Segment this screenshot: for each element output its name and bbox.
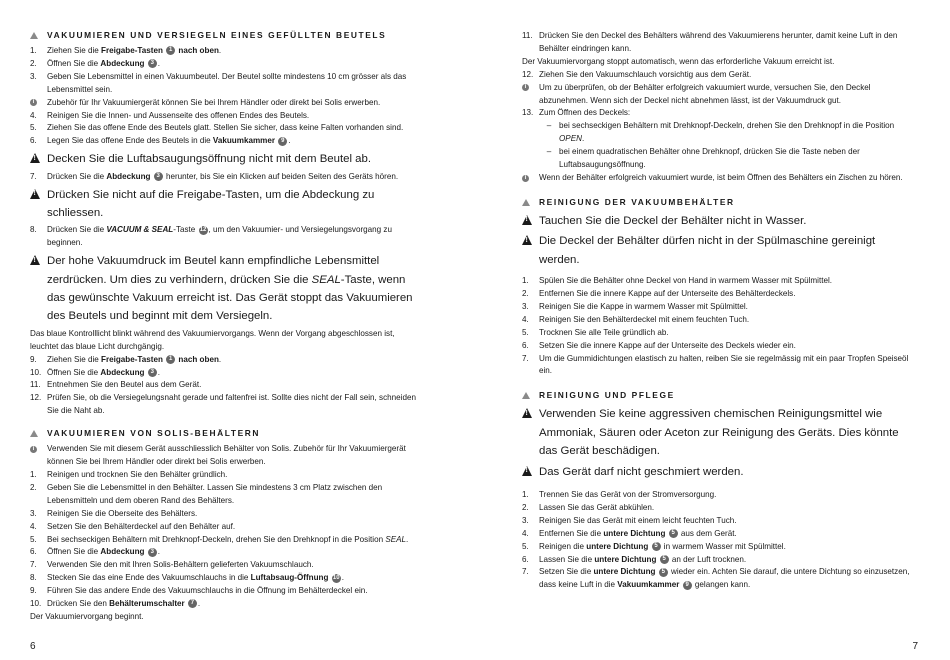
step: 5. Ziehen Sie das offene Ende des Beutels glatt. Stellen Sie sicher, dass keine Falten vorhanden sind. bbox=[30, 123, 404, 133]
step: 9. Ziehen Sie die Freigabe-Tasten 1 nach oben. bbox=[30, 354, 222, 364]
right-column bbox=[522, 30, 910, 592]
part-number-icon: 3 bbox=[148, 368, 157, 377]
part-number-icon: 10 bbox=[332, 574, 340, 581]
part-number-icon: 9 bbox=[278, 137, 287, 146]
part-number-icon: 7 bbox=[188, 599, 197, 608]
triangle-icon bbox=[522, 199, 530, 206]
warning-icon bbox=[522, 466, 532, 476]
step: 4. Setzen Sie den Behälterdeckel auf den Behälter auf. bbox=[30, 521, 236, 531]
part-number-icon: 1 bbox=[166, 355, 175, 364]
step: 12. Ziehen Sie den Vakuumschlauch vorsichtig aus dem Gerät. bbox=[522, 69, 752, 79]
step: 8. Drücken Sie die VACUUM & SEAL-Taste 12 , um den Vakuumier- und Versiegelungsvorgang zu beginnen. bbox=[30, 225, 392, 248]
info-icon: i bbox=[30, 446, 37, 453]
info-note: i Zubehör für Ihr Vakuumiergerät können Sie bei Ihrem Händler oder direkt bei Solis erwerben. bbox=[30, 97, 418, 110]
warning-icon bbox=[522, 235, 532, 245]
step: 6. Setzen Sie die innere Kappe auf der Unterseite des Deckels wieder ein. bbox=[522, 340, 796, 350]
step: 11. Drücken Sie den Deckel des Behälters während des Vakuumierens herunter, damit keine Luft in den Behälter eindringen kann. bbox=[522, 31, 898, 53]
step: 5. Trocknen Sie alle Teile gründlich ab. bbox=[522, 327, 669, 337]
step: 1. Trennen Sie das Gerät von der Stromversorgung. bbox=[522, 489, 717, 499]
part-number-icon: 5 bbox=[659, 568, 668, 577]
section-heading: VAKUUMIEREN UND VERSIEGELN EINES GEFÜLLTEN BEUTELS bbox=[30, 30, 418, 41]
warning: ! Decken Sie die Luftabsaugungsöffnung nicht mit dem Beutel ab. bbox=[30, 150, 418, 168]
step: 2. Entfernen Sie die innere Kappe auf der Unterseite des Behälterdeckels. bbox=[522, 289, 796, 298]
step: 6. Legen Sie das offene Ende des Beutels in die Vakuumkammer 9 . bbox=[30, 136, 291, 146]
step: 2. Öffnen Sie die Abdeckung 3 . bbox=[30, 58, 160, 68]
warning: ! Verwenden Sie keine aggressiven chemischen Reinigungsmittel wie Ammoniak, Säuren oder Aceton zur Reinigung des Geräts. Dies könnte das Gerät beschädigen. bbox=[522, 405, 910, 460]
warning-icon bbox=[522, 408, 532, 418]
step: 7. Verwenden Sie den mit Ihren Solis-Behältern gelieferten Vakuumschlauch. bbox=[30, 560, 314, 570]
warning: ! Tauchen Sie die Deckel der Behälter nicht in Wasser. bbox=[522, 212, 910, 230]
warning: ! Drücken Sie nicht auf die Freigabe-Tasten, um die Abdeckung zu schliessen. bbox=[30, 186, 418, 223]
warning: ! Der hohe Vakuumdruck im Beutel kann empfindliche Lebensmittel zerdrücken. Um dies zu verhindern, drücken Sie die SEAL-Taste, wenn das gewünschte Vakuum erreicht ist. Das Gerät stoppt das Vakuumieren des Beutels und beginnt mit dem Versiegeln. bbox=[30, 252, 418, 326]
section-heading: VAKUUMIEREN VON SOLIS-BEHÄLTERN bbox=[30, 428, 418, 439]
triangle-icon bbox=[522, 392, 530, 399]
part-number-icon: 5 bbox=[669, 529, 678, 538]
step: 6. Lassen Sie die untere Dichtung 5 an der Luft trocknen. bbox=[522, 554, 747, 564]
step: 3. Reinigen Sie die Kappe in warmem Wasser mit Spülmittel. bbox=[522, 301, 748, 311]
step: 6. Öffnen Sie die Abdeckung 3 . bbox=[30, 547, 160, 557]
part-number-icon: 5 bbox=[660, 555, 669, 564]
info-icon: i bbox=[30, 99, 37, 106]
warning-icon bbox=[30, 189, 40, 199]
part-number-icon: 3 bbox=[154, 172, 163, 181]
warning-icon bbox=[522, 215, 532, 225]
step: 8. Stecken Sie das eine Ende des Vakuumschlauchs in die Luftabsaug-Öffnung 10 . bbox=[30, 573, 344, 583]
triangle-icon bbox=[30, 32, 38, 39]
info-icon: i bbox=[522, 175, 529, 182]
paragraph: Der Vakuumiervorgang stoppt automatisch, wenn das erforderliche Vakuum erreicht ist. bbox=[522, 56, 835, 66]
sub-item: – bei sechseckigen Behältern mit Drehknopf-Deckeln, drehen Sie den Drehknopf in die Position OPEN. bbox=[546, 121, 895, 144]
info-note: i Wenn der Behälter erfolgreich vakuumiert wurde, ist beim Öffnen des Behälters ein Zischen zu hören. bbox=[522, 172, 910, 185]
part-number-icon: 12 bbox=[199, 226, 207, 233]
part-number-icon: 5 bbox=[652, 542, 661, 551]
warning: ! Die Deckel der Behälter dürfen nicht in der Spülmaschine gereinigt werden. bbox=[522, 232, 910, 269]
section-heading: REINIGUNG UND PFLEGE bbox=[522, 390, 910, 401]
step: 2. Lassen Sie das Gerät abkühlen. bbox=[522, 502, 655, 512]
section-heading: REINIGUNG DER VAKUUMBEHÄLTER bbox=[522, 197, 910, 208]
step: 9. Führen Sie das andere Ende des Vakuumschlauchs in die Öffnung im Behälterdeckel ein. bbox=[30, 586, 368, 596]
warning-icon bbox=[30, 153, 40, 163]
step: 7. Um die Gummidichtungen elastisch zu halten, reiben Sie sie regelmässig mit ein paar Tropfen Speiseöl ein. bbox=[522, 353, 909, 376]
step: 1. Ziehen Sie die Freigabe-Tasten 1 nach oben. bbox=[30, 46, 222, 55]
step: 10. Öffnen Sie die Abdeckung 3 . bbox=[30, 367, 160, 377]
page-number-right: 7 bbox=[912, 641, 918, 652]
part-number-icon: 9 bbox=[683, 581, 692, 590]
part-number-icon: 3 bbox=[148, 59, 157, 68]
info-note: i Um zu überprüfen, ob der Behälter erfolgreich vakuumiert wurde, versuchen Sie, den Deckel abzunehmen. Wenn sich der Deckel nicht abnehmen lässt, ist der Vakuumdruck gut. bbox=[522, 82, 910, 108]
left-column bbox=[30, 30, 418, 624]
part-number-icon: 3 bbox=[148, 548, 157, 557]
step: 5. Bei sechseckigen Behältern mit Drehknopf-Deckeln, drehen Sie den Drehknopf in die Position SEAL. bbox=[30, 534, 409, 544]
step: 4. Reinigen Sie den Behälterdeckel mit einem feuchten Tuch. bbox=[522, 314, 750, 324]
warning: ! Das Gerät darf nicht geschmiert werden. bbox=[522, 463, 910, 481]
step: 11. Entnehmen Sie den Beutel aus dem Gerät. bbox=[30, 380, 202, 390]
step: 1. Reinigen und trocknen Sie den Behälter gründlich. bbox=[30, 469, 228, 479]
info-icon: i bbox=[522, 84, 529, 91]
step: 12. Prüfen Sie, ob die Versiegelungsnaht gerade und faltenfrei ist. Sollte dies nicht der Fall sein, schneiden Sie die Naht ab. bbox=[30, 393, 416, 416]
step: 4. Entfernen Sie die untere Dichtung 5 aus dem Gerät. bbox=[522, 528, 737, 538]
paragraph: Das blaue Kontrolllicht blinkt während des Vakuumiervorgangs. Wenn der Vorgang abgeschlossen ist, leuchtet das blaue Licht durchgängig. bbox=[30, 328, 395, 351]
step: 3. Geben Sie Lebensmittel in einen Vakuumbeutel. Der Beutel sollte mindestens 10 cm grösser als das Lebensmittel sein. bbox=[30, 71, 407, 94]
warning-icon bbox=[30, 255, 40, 265]
step: 7. Drücken Sie die Abdeckung 3 herunter, bis Sie ein Klicken auf beiden Seiten des Geräts hören. bbox=[30, 171, 399, 181]
part-number-icon: 1 bbox=[166, 46, 175, 55]
step: 4. Reinigen Sie die Innen- und Aussenseite des offenen Endes des Beutels. bbox=[30, 110, 310, 120]
page-number-left: 6 bbox=[30, 641, 36, 652]
step: 3. Reinigen Sie das Gerät mit einem leicht feuchten Tuch. bbox=[522, 515, 737, 525]
step: 7. Setzen Sie die untere Dichtung 5 wieder ein. Achten Sie darauf, die untere Dichtung so einzusetzen, dass keine Luft in die Vakuumkammer 9 gelangen kann. bbox=[522, 567, 910, 590]
step: 13. Zum Öffnen des Deckels: bbox=[522, 108, 631, 118]
sub-item: – bei einem quadratischen Behälter ohne Drehknopf, drücken Sie die Taste neben der Luftabsaugungsöffnung. bbox=[546, 147, 860, 170]
step: 1. Spülen Sie die Behälter ohne Deckel von Hand in warmem Wasser mit Spülmittel. bbox=[522, 276, 833, 286]
info-note: i Verwenden Sie mit diesem Gerät ausschliesslich Behälter von Solis. Zubehör für Ihr Vakuumiergerät können Sie bei Ihrem Händler oder direkt bei Solis erwerben. bbox=[30, 443, 418, 469]
step: 5. Reinigen die untere Dichtung 5 in warmem Wasser mit Spülmittel. bbox=[522, 541, 786, 551]
step: 10. Drücken Sie den Behälterumschalter 7 . bbox=[30, 599, 201, 609]
paragraph: Der Vakuumiervorgang beginnt. bbox=[30, 611, 144, 621]
triangle-icon bbox=[30, 430, 38, 437]
step: 3. Reinigen Sie die Oberseite des Behälters. bbox=[30, 508, 198, 518]
step: 2. Geben Sie die Lebensmittel in den Behälter. Lassen Sie mindestens 3 cm Platz zwischen den Lebensmitteln und dem oberen Rand des Behälters. bbox=[30, 482, 383, 505]
